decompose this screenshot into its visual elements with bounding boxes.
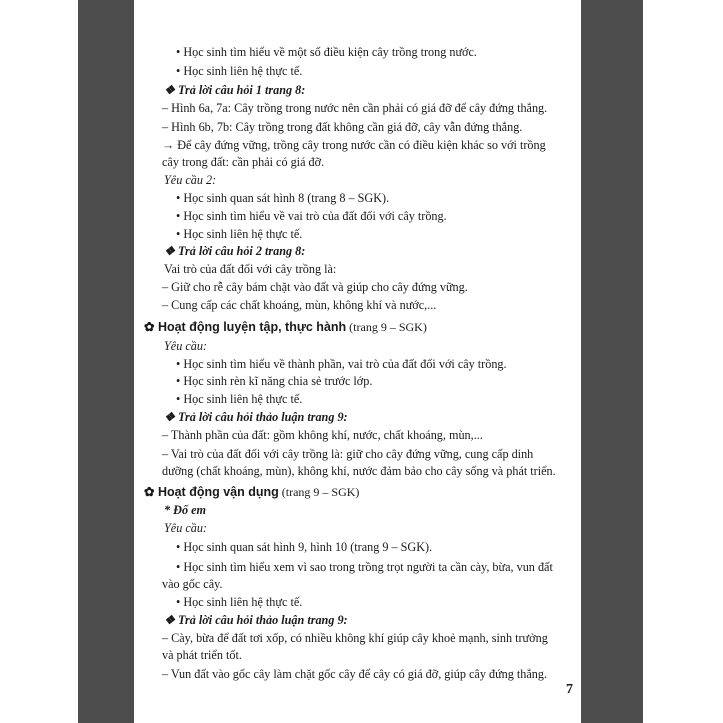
answer-heading: ❖ Trả lời câu hỏi thảo luận trang 9: bbox=[164, 410, 348, 424]
answer-heading: ❖ Trả lời câu hỏi 2 trang 8: bbox=[164, 244, 306, 258]
paragraph-line: cây trong đất: cần phải có giá đỡ. bbox=[162, 155, 325, 169]
paragraph-line: – Vun đất vào gốc cây làm chặt gốc cây để cây có giá đỡ, giúp cây đứng thẳng. bbox=[162, 667, 548, 681]
paragraph-line: Vai trò của đất đối với cây trồng là: bbox=[164, 262, 337, 276]
quiz-label: * Đố em bbox=[164, 503, 206, 517]
right-margin-band bbox=[581, 0, 643, 723]
paragraph-line: – Giữ cho rễ cây bám chặt vào đất và giúp cho cây đứng vững. bbox=[162, 280, 468, 294]
paragraph-line: – Cày, bừa để đất tơi xốp, có nhiều không khí giúp cây khoẻ mạnh, sinh trưởng bbox=[162, 631, 548, 645]
bullet-line: • Học sinh tìm hiểu về thành phần, vai trò của đất đối với cây trồng. bbox=[176, 357, 507, 371]
answer-heading: ❖ Trả lời câu hỏi thảo luận trang 9: bbox=[164, 613, 348, 627]
paragraph-line: dưỡng (chất khoáng, mùn), không khí, nước đảm bảo cho cây sống và phát triển. bbox=[162, 464, 556, 478]
section-heading-apply bbox=[144, 484, 359, 500]
paragraph-line: và phát triển tốt. bbox=[162, 648, 242, 662]
bullet-line: • Học sinh quan sát hình 8 (trang 8 – SGK). bbox=[176, 191, 390, 205]
bullet-line: • Học sinh tìm hiểu về vai trò của đất đối với cây trồng. bbox=[176, 209, 447, 223]
paragraph-line: – Hình 6a, 7a: Cây trồng trong nước nên cần phải có giá đỡ để cây đứng thẳng. bbox=[162, 101, 548, 115]
paragraph-line: vào gốc cây. bbox=[162, 577, 223, 591]
paragraph-line: – Vai trò của đất đối với cây trồng là: giữ cho cây đứng vững, cung cấp dinh bbox=[162, 447, 534, 461]
left-margin-band bbox=[78, 0, 134, 723]
bullet-line: • Học sinh liên hệ thực tế. bbox=[176, 64, 303, 78]
answer-heading: ❖ Trả lời câu hỏi 1 trang 8: bbox=[164, 83, 306, 97]
bullet-line: • Học sinh tìm hiểu về một số điều kiện cây trồng trong nước. bbox=[176, 45, 477, 59]
paragraph-line: – Thành phần của đất: gồm không khí, nước, chất khoáng, mùn,... bbox=[162, 428, 483, 442]
section-heading-practice bbox=[144, 319, 427, 335]
page-number: 7 bbox=[566, 682, 573, 697]
paragraph-line: – Hình 6b, 7b: Cây trồng trong đất không cần giá đỡ, cây vẫn đứng thẳng. bbox=[162, 120, 523, 134]
requirement-label: Yêu cầu: bbox=[164, 521, 207, 535]
bullet-line: • Học sinh liên hệ thực tế. bbox=[176, 595, 303, 609]
requirement-label: Yêu cầu 2: bbox=[164, 173, 217, 187]
bullet-line: • Học sinh rèn kĩ năng chia sẻ trước lớp. bbox=[176, 374, 373, 388]
document-page bbox=[134, 0, 581, 723]
paragraph-line: → Để cây đứng vững, trồng cây trong nước cần có điều kiện khác so với trồng bbox=[162, 138, 546, 152]
bullet-line: • Học sinh quan sát hình 9, hình 10 (trang 9 – SGK). bbox=[176, 540, 433, 554]
bullet-line: • Học sinh liên hệ thực tế. bbox=[176, 227, 303, 241]
section-heading-title: ✿ Hoạt động luyện tập, thực hành bbox=[144, 320, 347, 334]
paragraph-line: – Cung cấp các chất khoáng, mùn, không khí và nước,... bbox=[162, 298, 437, 312]
bullet-line: • Học sinh tìm hiểu xem vì sao trong trồng trọt người ta cần cày, bừa, vun đất bbox=[176, 560, 553, 574]
bullet-line: • Học sinh liên hệ thực tế. bbox=[176, 392, 303, 406]
section-heading-ref: (trang 9 – SGK) bbox=[278, 485, 360, 499]
section-heading-title: ✿ Hoạt động vận dụng bbox=[144, 485, 279, 499]
section-heading-ref: (trang 9 – SGK) bbox=[346, 320, 427, 334]
requirement-label: Yêu cầu: bbox=[164, 339, 207, 353]
